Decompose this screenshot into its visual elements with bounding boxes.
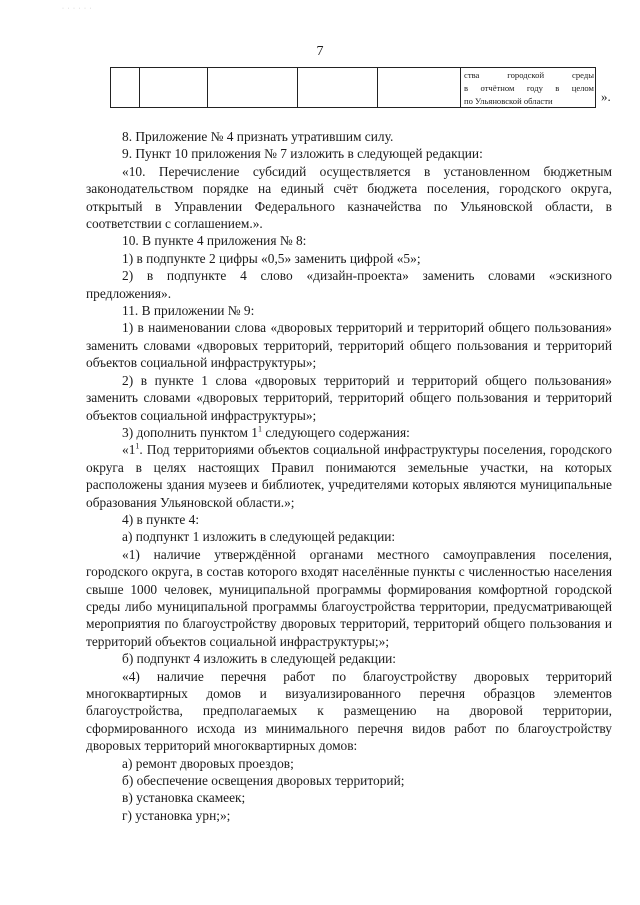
superscript: 1 (135, 441, 140, 451)
table-cell-line: ства городской среды (464, 70, 594, 80)
paragraph: а) подпункт 1 изложить в следующей редакции: (122, 529, 396, 545)
paragraph: г) установка урн;»; (122, 807, 231, 823)
table-cell-text (464, 69, 594, 108)
paragraph: 2) в пункте 1 слова «дворовых территорий и территорий общего пользования» заменить словами «дворовых территорий, территорий общего пользования и территорий объектов социальной инфраструктуры»; (86, 372, 612, 423)
paragraph: а) ремонт дворовых проездов; (122, 755, 294, 771)
document-body (86, 128, 612, 824)
paragraph: 1) в наименовании слова «дворовых территорий и территорий общего пользования» заменить словами «дворовых территорий, территорий общего пользования и территорий объектов социальной инфраструктуры»; (86, 320, 612, 371)
paragraph: «10. Перечисление субсидий осуществляется в установленном бюджетным законодательством порядке на единый счёт бюджета поселения, городского округа, открытый в Управлении Федерального казначейства по Ульяновской области, в соответствии с соглашением.». (86, 163, 612, 232)
table-column-divider (207, 68, 208, 107)
scan-artifact: · · · · · · (62, 6, 93, 12)
table-cell-line: по Ульяновской области (464, 96, 553, 106)
paragraph: в) установка скамеек; (122, 790, 246, 806)
paragraph: «$1^1$. Под территориями объектов социальной инфраструктуры поселения, городского округа в целях настоящих Правил понимаются земельные участки, на которых расположены здания музеев и библиотек, учредителями которых являются муниципальные образования Ульяновской области.»; (86, 441, 612, 510)
paragraph: 3) дополнить пунктом $1^1$ следующего содержания: (122, 424, 410, 440)
paragraph: 11. В приложении № 9: (122, 303, 255, 319)
paragraph: «1) наличие утверждённой органами местного самоуправления поселения, городского округа, в состав которого входят населённые пункты с численностью населения свыше 1000 человек, муниципальной программы формирования комфортной городской среды либо муниципальной программы благоустройства территории, предусматривающей мероприятия по благоустройству дворовых территорий, территорий общего пользования и территорий объектов социальной инфраструктуры;»; (86, 546, 612, 649)
table-column-divider (139, 68, 140, 107)
paragraph: «4) наличие перечня работ по благоустройству дворовых территорий многоквартирных домов и визуализированного перечня образцов элементов благоустройства, предполагаемых к размещению на дворовой территории, сформированного исхода из минимального перечня видов работ по благоустройству дворовых территорий многоквартирных домов: (86, 668, 612, 754)
table-column-divider (297, 68, 298, 107)
paragraph: 4) в пункте 4: (122, 511, 200, 527)
paragraph: 2) в подпункте 4 слово «дизайн-проекта» заменить словами «эскизного предложения». (86, 268, 612, 301)
table-cell-line: в отчётном году в целом (464, 83, 594, 93)
table-column-divider (377, 68, 378, 107)
paragraph: 9. Пункт 10 приложения № 7 изложить в следующей редакции: (122, 146, 483, 162)
page-number: 7 (316, 44, 324, 59)
paragraph: б) обеспечение освещения дворовых территорий; (122, 773, 405, 789)
paragraph: 8. Приложение № 4 признать утратившим силу. (122, 129, 394, 144)
superscript: 1 (258, 424, 263, 434)
paragraph: 1) в подпункте 2 цифры «0,5» заменить цифрой «5»; (122, 250, 421, 266)
paragraph: 10. В пункте 4 приложения № 8: (122, 233, 307, 249)
paragraph: б) подпункт 4 изложить в следующей редакции: (122, 651, 397, 667)
closing-quote-mark: ». (601, 89, 611, 104)
table-fragment (110, 67, 596, 108)
table-column-divider (460, 68, 461, 107)
